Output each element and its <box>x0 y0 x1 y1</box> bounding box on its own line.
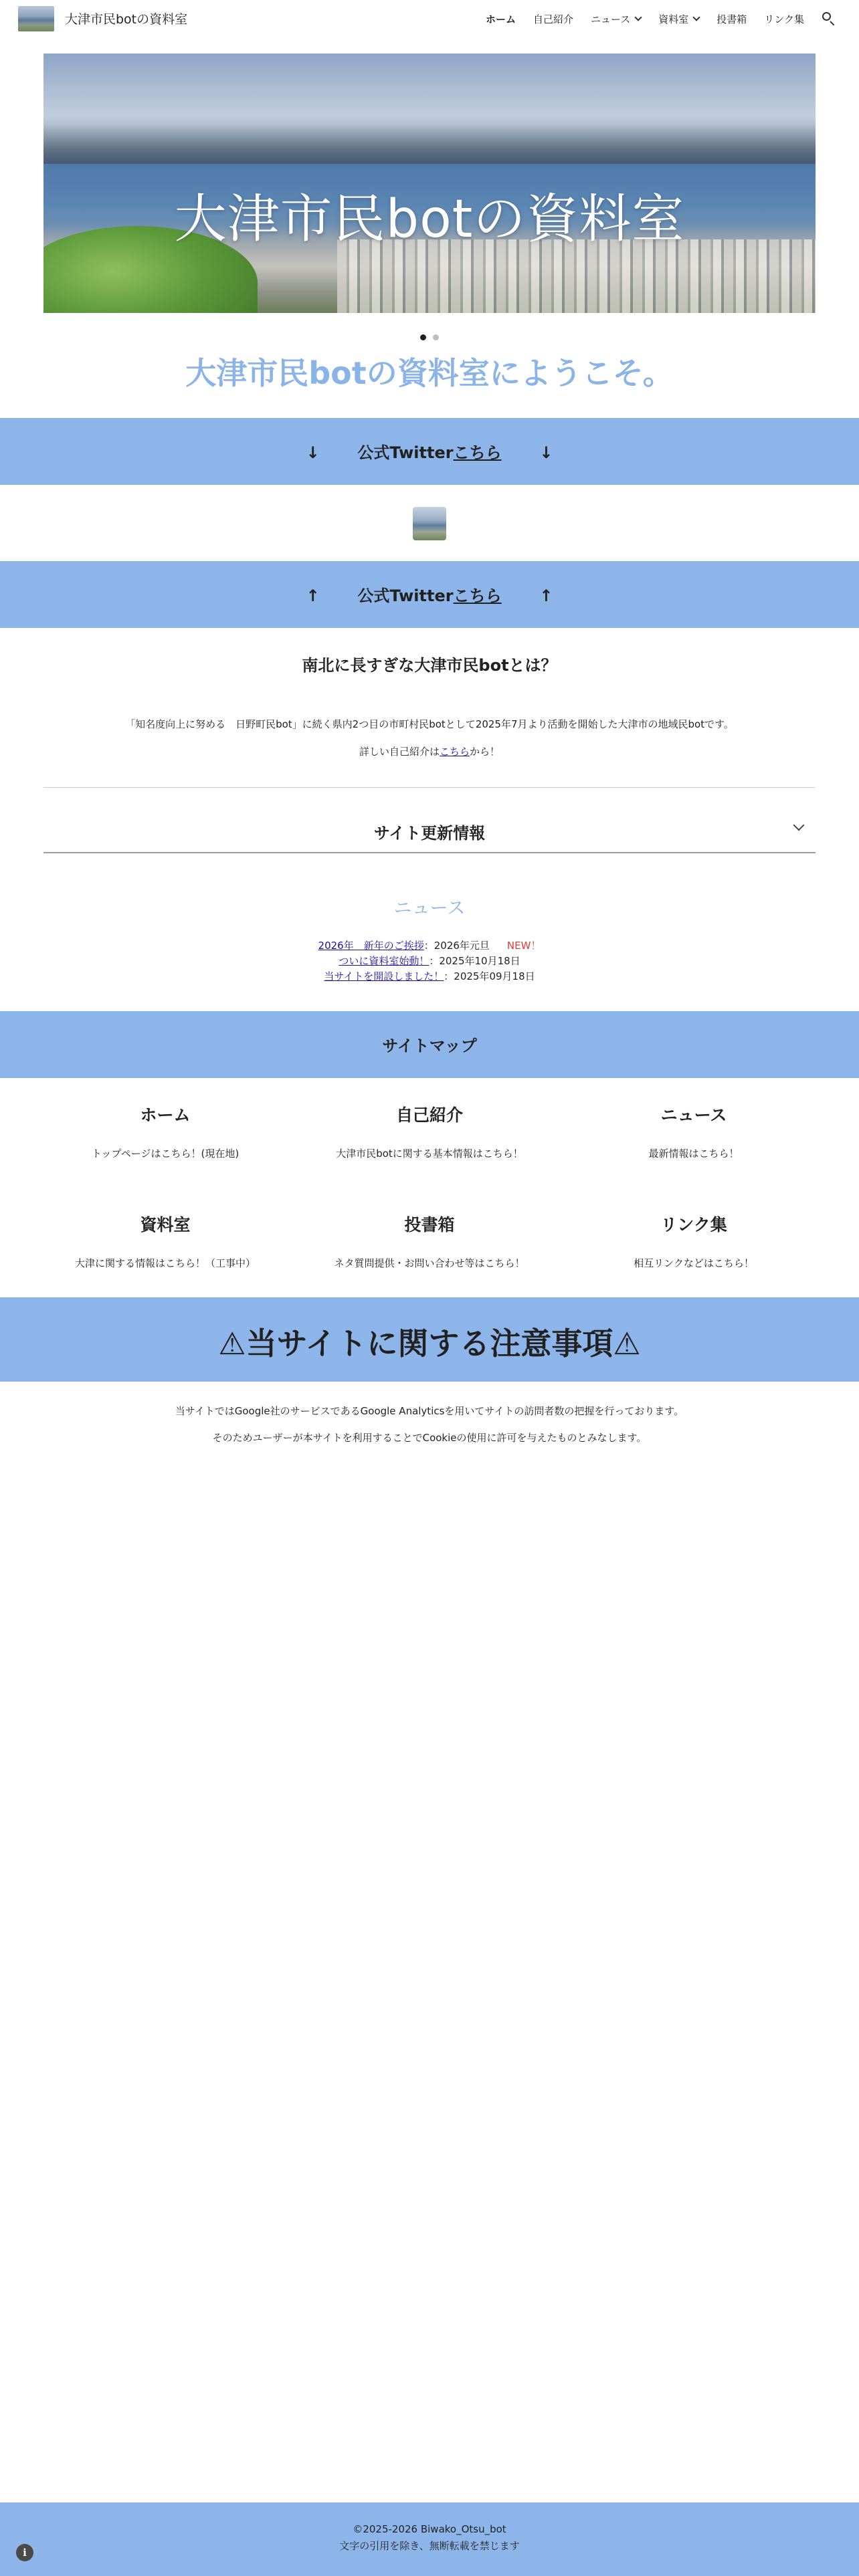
sitemap-item-desc: 最新情報はこちら！ <box>648 1148 739 1160</box>
nav-news[interactable] <box>591 12 641 26</box>
sitemap-item-desc: 大津市民botに関する基本情報はこちら！ <box>336 1148 523 1160</box>
profile-image <box>413 507 446 540</box>
site-header <box>0 0 859 37</box>
nav-home-label: ホーム <box>485 13 516 25</box>
site-footer <box>0 2502 859 2576</box>
notice-band <box>0 1297 859 1382</box>
arrow-up-icon: ↑ <box>539 586 553 605</box>
news-item-link[interactable]: 当サイトを開設しました！ <box>324 970 444 982</box>
news-item <box>0 938 859 952</box>
search-icon[interactable] <box>822 11 836 26</box>
news-item-link[interactable]: 2026年 新年のご挨拶 <box>318 940 424 952</box>
hero-title: 大津市民botの資料室 <box>174 189 685 249</box>
sitemap-item-desc: トップページはこちら！(現在地) <box>91 1148 240 1160</box>
sitemap-item-mailbox[interactable] <box>296 1212 563 1270</box>
footer-notice: 文字の引用を除き、無断転載を禁じます <box>339 2540 520 2552</box>
about-more-link[interactable]: こちら <box>439 746 470 758</box>
news-item-date: ：2025年09月18日 <box>444 970 535 982</box>
about-more-prefix: 詳しい自己紹介は <box>359 746 440 758</box>
site-logo-image[interactable] <box>18 6 54 31</box>
news-heading: ニュース <box>393 898 466 919</box>
arrow-up-icon: ↑ <box>306 586 320 605</box>
sitemap-item-links[interactable] <box>560 1212 828 1270</box>
updates-accordion-header[interactable]: サイト更新情報 <box>373 824 486 843</box>
arrow-down-icon: ↓ <box>539 443 553 462</box>
accordion-divider <box>43 852 816 853</box>
about-more-suffix: から！ <box>470 746 500 758</box>
twitter-band-bottom <box>0 561 859 628</box>
twitter-band-bottom-text <box>0 582 859 606</box>
twitter-prefix: 公式Twitter <box>357 443 454 462</box>
sitemap-item-desc: ネタ質問提供・お問い合わせ等はこちら！ <box>334 1257 525 1269</box>
twitter-prefix: 公式Twitter <box>357 586 454 605</box>
sitemap-item-about[interactable] <box>296 1102 563 1160</box>
chevron-down-icon[interactable] <box>693 13 700 21</box>
news-item-date: ：2025年10月18日 <box>429 955 520 967</box>
site-title[interactable]: 大津市民botの資料室 <box>65 12 188 27</box>
sitemap-item-title[interactable]: ニュース <box>660 1105 727 1125</box>
new-badge: NEW！ <box>506 940 541 952</box>
footer-copyright: ©2025-2026 Biwako_Otsu_bot <box>353 2523 506 2535</box>
nav-links[interactable] <box>764 12 804 26</box>
sitemap-heading: サイトマップ <box>382 1037 477 1055</box>
chevron-down-icon[interactable] <box>635 13 642 21</box>
sitemap-item-title[interactable]: 自己紹介 <box>395 1105 463 1125</box>
nav-news-label: ニュース <box>591 13 631 25</box>
sitemap-item-desc: 大津に関する情報はこちら！（工事中） <box>74 1257 256 1269</box>
notice-heading: ⚠当サイトに関する注意事項⚠ <box>218 1325 641 1362</box>
carousel-indicators <box>0 334 859 340</box>
nav-archive-label: 資料室 <box>658 13 689 25</box>
sitemap-item-archive[interactable] <box>31 1212 299 1270</box>
about-heading: 南北に長すぎな大津市民botとは？ <box>302 656 557 675</box>
nav-about[interactable] <box>533 12 573 26</box>
divider <box>43 787 816 788</box>
sitemap-band <box>0 1011 859 1078</box>
info-icon[interactable]: i <box>16 2544 33 2561</box>
twitter-link[interactable]: こちら <box>453 586 502 605</box>
sitemap-item-title[interactable]: 資料室 <box>140 1215 191 1235</box>
hero-banner <box>43 53 816 313</box>
sitemap-item-title[interactable]: ホーム <box>140 1105 191 1125</box>
nav-archive[interactable] <box>658 12 699 26</box>
nav-mailbox[interactable] <box>717 12 747 26</box>
nav-home[interactable] <box>486 12 516 26</box>
news-item-link[interactable]: ついに資料室始動！ <box>339 955 430 967</box>
nav-mailbox-label: 投書箱 <box>717 13 747 25</box>
nav-about-label: 自己紹介 <box>533 13 573 25</box>
sitemap-item-home[interactable] <box>31 1102 299 1160</box>
twitter-link[interactable]: こちら <box>453 443 502 462</box>
about-more <box>0 744 859 758</box>
welcome-heading: 大津市民botの資料室にようこそ。 <box>185 355 674 391</box>
carousel-dot-1[interactable] <box>420 334 426 340</box>
twitter-band-top-text <box>0 439 859 463</box>
arrow-down-icon: ↓ <box>306 443 320 462</box>
notice-line-1: 当サイトではGoogle社のサービスであるGoogle Analyticsを用いてサイトの訪問者数の把握を行っております。 <box>175 1405 684 1417</box>
main-nav <box>468 0 836 37</box>
twitter-band-top <box>0 418 859 485</box>
news-item <box>0 969 859 983</box>
sitemap-item-title[interactable]: リンク集 <box>660 1215 727 1235</box>
hero-mountains <box>43 124 816 164</box>
sitemap-item-news[interactable] <box>560 1102 828 1160</box>
sitemap-item-title[interactable]: 投書箱 <box>404 1215 455 1235</box>
carousel-dot-2[interactable] <box>433 334 439 340</box>
sitemap-item-desc: 相互リンクなどはこちら！ <box>634 1257 754 1269</box>
about-body: 「知名度向上に努める 日野町民bot」に続く県内2つ目の市町村民botとして2025年7月より活動を開始した大津市の地域民botです。 <box>125 718 734 730</box>
news-item-date: ：2026年元旦 <box>423 940 490 952</box>
nav-links-label: リンク集 <box>764 13 804 25</box>
notice-line-2: そのためユーザーが本サイトを利用することでCookieの使用に許可を与えたものとみなします。 <box>212 1432 647 1444</box>
news-item <box>0 954 859 968</box>
